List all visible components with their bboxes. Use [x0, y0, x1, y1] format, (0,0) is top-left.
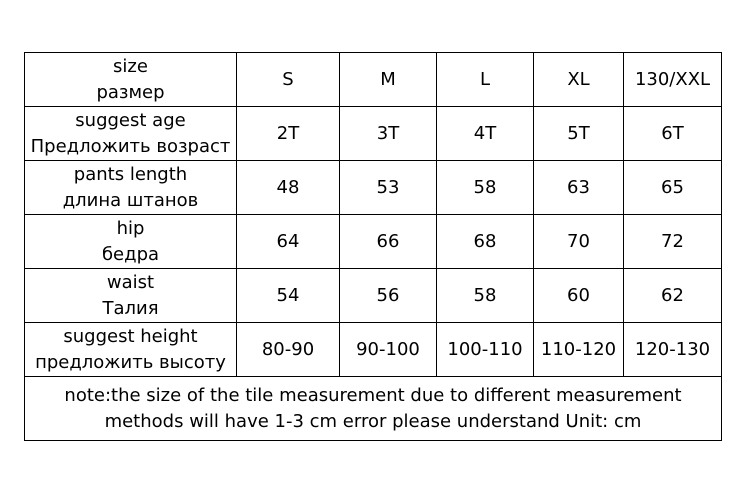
size-chart-body	[25, 53, 722, 377]
row-label	[25, 269, 237, 323]
row-label	[25, 161, 237, 215]
table-cell: 65	[624, 161, 722, 215]
table-cell: M	[340, 53, 437, 107]
table-row	[25, 161, 722, 215]
size-chart-table	[24, 52, 722, 441]
table-cell: 70	[534, 215, 624, 269]
row-label-english: suggest age	[75, 109, 186, 131]
note-cell	[25, 377, 722, 441]
table-cell: S	[237, 53, 340, 107]
table-cell: 60	[534, 269, 624, 323]
table-cell: 120-130	[624, 323, 722, 377]
table-cell: 6T	[624, 107, 722, 161]
row-label-russian: предложить высоту	[35, 351, 226, 373]
table-cell: 100-110	[437, 323, 534, 377]
table-cell: 63	[534, 161, 624, 215]
table-cell: 53	[340, 161, 437, 215]
table-cell: 54	[237, 269, 340, 323]
table-row	[25, 215, 722, 269]
table-row	[25, 107, 722, 161]
row-label-english: waist	[106, 271, 155, 293]
note-line-2: methods will have 1-3 cm error please understand Unit: cm	[104, 410, 642, 432]
table-row	[25, 323, 722, 377]
row-label-russian: длина штанов	[62, 189, 199, 211]
row-label	[25, 215, 237, 269]
table-cell: L	[437, 53, 534, 107]
table-cell: 3T	[340, 107, 437, 161]
table-cell: 4T	[437, 107, 534, 161]
table-cell: 110-120	[534, 323, 624, 377]
note-line-1: note:the size of the tile measurement due to different measurement	[64, 384, 682, 406]
table-cell: 56	[340, 269, 437, 323]
row-label	[25, 53, 237, 107]
table-cell: 62	[624, 269, 722, 323]
row-label-russian: размер	[96, 81, 165, 103]
table-cell: 80-90	[237, 323, 340, 377]
row-label-russian: Предложить возраст	[30, 135, 231, 157]
row-label	[25, 323, 237, 377]
table-cell: 64	[237, 215, 340, 269]
table-row	[25, 53, 722, 107]
table-cell: 48	[237, 161, 340, 215]
row-label-english: hip	[116, 217, 145, 239]
table-cell: 72	[624, 215, 722, 269]
table-cell: 90-100	[340, 323, 437, 377]
row-label	[25, 107, 237, 161]
row-label-english: pants length	[73, 163, 188, 185]
table-cell: 5T	[534, 107, 624, 161]
table-cell: XL	[534, 53, 624, 107]
note-row	[25, 377, 722, 441]
table-cell: 66	[340, 215, 437, 269]
table-cell: 58	[437, 161, 534, 215]
table-cell: 2T	[237, 107, 340, 161]
table-row	[25, 269, 722, 323]
row-label-russian: бедра	[101, 243, 160, 265]
table-cell: 68	[437, 215, 534, 269]
row-label-russian: Талия	[102, 297, 159, 319]
table-cell: 130/XXL	[624, 53, 722, 107]
row-label-english: size	[113, 55, 148, 77]
row-label-english: suggest height	[63, 325, 198, 347]
table-cell: 58	[437, 269, 534, 323]
